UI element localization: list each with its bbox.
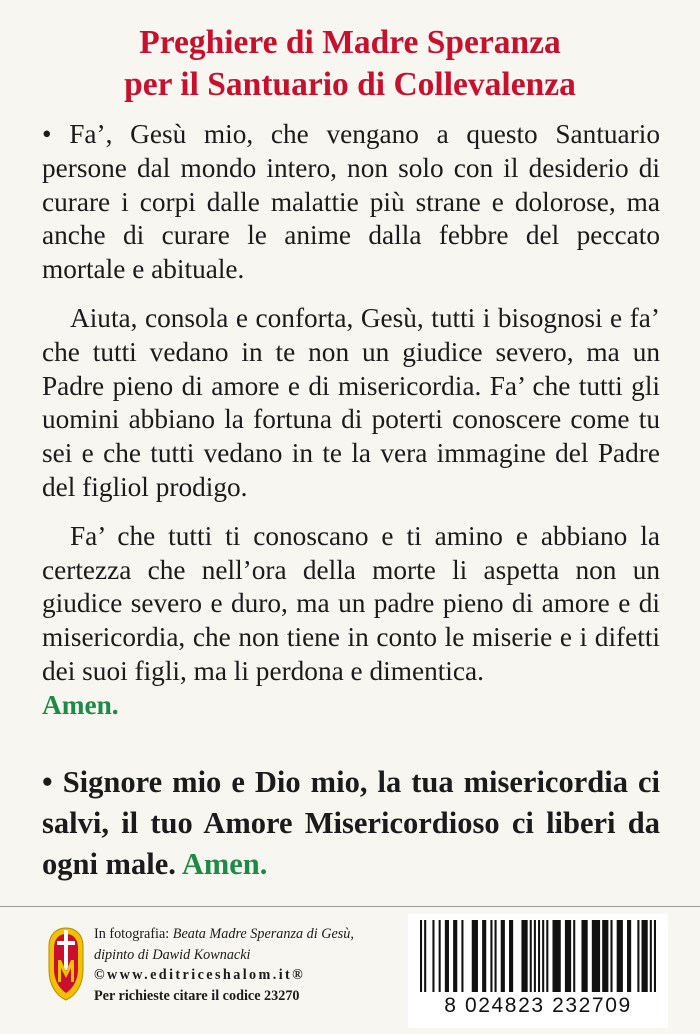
paragraph-text: Aiuta, consola e conforta, Gesù, tutti i bisognosi e fa’ che tutti vedano in te non un giudice severo, ma un Padre pieno di amore e di misericordia. Fa’ che tutti gli uomini abbiano la fortuna di poterti conoscere come tu sei e che tutti vedano in te la vera immagine del Padre del figliol prodigo. <box>42 302 660 502</box>
barcode-bar <box>453 920 457 992</box>
barcode-bar <box>495 920 497 992</box>
page-title <box>0 22 700 106</box>
barcode-bar <box>654 920 656 992</box>
prayer-paragraph-1 <box>42 118 660 287</box>
barcode-bar <box>424 920 426 992</box>
barcode-bar <box>610 920 612 992</box>
barcode-bar <box>490 920 492 992</box>
painter-credit: dipinto di Dawid Kownacki <box>94 946 251 963</box>
prayer-body <box>42 118 660 738</box>
barcode-bar <box>482 920 486 992</box>
barcode-bar <box>637 920 639 992</box>
short-prayer <box>42 762 660 885</box>
barcode-bar <box>521 920 527 992</box>
barcode-bars <box>420 920 656 992</box>
short-prayer-text: • Signore mio e Dio mio, la tua misericordia ci salvi, il tuo Amore Misericordioso ci liberi da ogni male. <box>42 765 660 881</box>
painter-line <box>94 945 414 966</box>
website-link[interactable]: ©www.editriceshalom.it® <box>94 967 306 983</box>
barcode-bar <box>472 920 478 992</box>
barcode-bar <box>642 920 648 992</box>
photo-credits <box>94 924 414 1006</box>
barcode-bar <box>509 920 513 992</box>
barcode-bar <box>439 920 441 992</box>
product-code: Per richieste citare il codice 23270 <box>94 987 300 1004</box>
barcode-bar <box>501 920 505 992</box>
barcode-number: 8 024823 232709 <box>444 994 632 1017</box>
title-line-2: per il Santuario di Collevalenza <box>124 66 576 103</box>
barcode-bar <box>581 920 587 992</box>
barcode-bar <box>592 920 600 992</box>
barcode-bar <box>461 920 463 992</box>
barcode-bar <box>650 920 652 992</box>
photo-caption <box>94 924 414 945</box>
photo-label: In fotografia: <box>94 926 170 942</box>
title-line-1: Preghiere di Madre Speranza <box>139 24 561 61</box>
footer-divider <box>0 906 700 907</box>
shield-emblem-icon <box>45 926 87 1002</box>
prayer-paragraph-2 <box>42 302 660 505</box>
photo-subject: Beata Madre Speranza di Gesù, <box>172 926 354 942</box>
amen-label: Amen. <box>42 689 119 720</box>
barcode-bar <box>538 920 540 992</box>
barcode-bar <box>542 920 544 992</box>
barcode-bar <box>420 920 422 992</box>
barcode-bar <box>552 920 560 992</box>
barcode-bar <box>530 920 532 992</box>
barcode-bar <box>573 920 575 992</box>
paragraph-text: • Fa’, Gesù mio, che vengano a questo Santuario persone dal mondo intero, non solo con il desiderio di curare i corpi dalle malattie più strane e dolorose, ma anche di curare le anime dalla febbre del peccato mortale e abituale. <box>42 119 660 285</box>
prayer-paragraph-3 <box>42 520 660 723</box>
barcode <box>408 914 668 1028</box>
barcode-bar <box>445 920 449 992</box>
barcode-bar <box>565 920 571 992</box>
barcode-bar <box>534 920 536 992</box>
barcode-bar <box>617 920 623 992</box>
paragraph-text: Fa’ che tutti ti conoscano e ti amino e abbiano la certezza che nell’ora della morte li aspetta non un giudice severo e duro, ma un padre pieno di amore e di misericordia, che non tiene in conto le miserie e i difetti dei suoi figli, ma li perdona e dimentica. <box>42 520 660 686</box>
barcode-bar <box>432 920 434 992</box>
barcode-bar <box>602 920 608 992</box>
barcode-bar <box>546 920 548 992</box>
amen-label-2: Amen. <box>181 847 268 881</box>
barcode-bar <box>627 920 631 992</box>
